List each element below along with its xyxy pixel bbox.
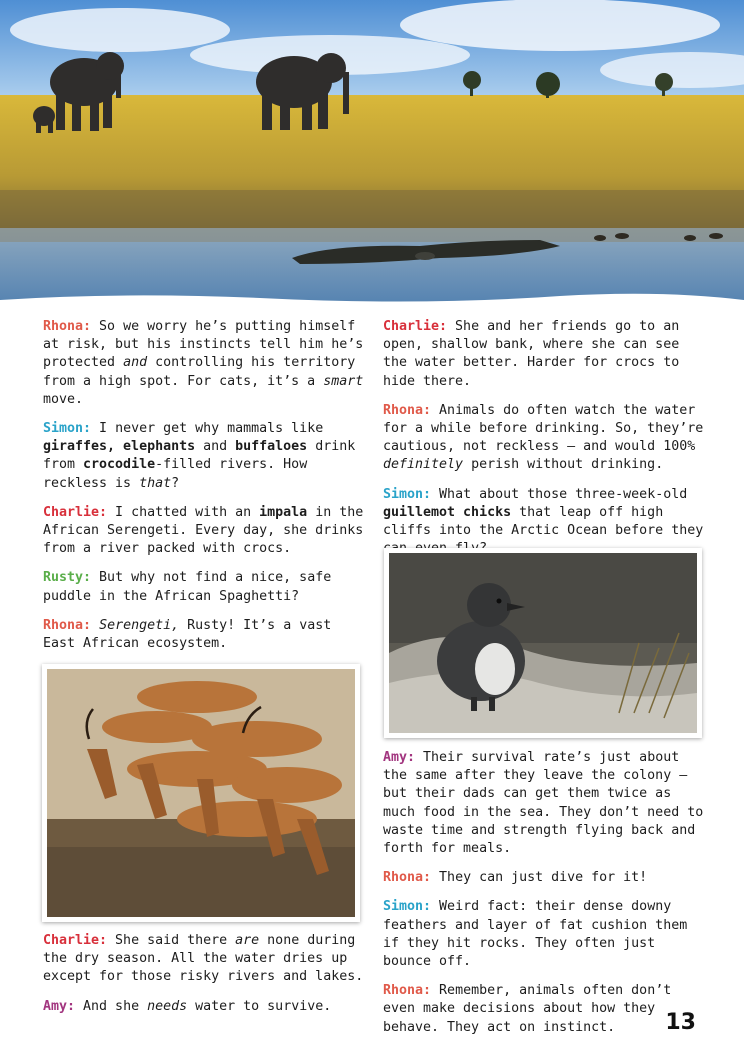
dialogue-text: that leap off high cliffs into the Arctic Ocean before they: [383, 504, 704, 539]
dialogue-text: I never get why mammals like: [91, 421, 324, 437]
dialogue-text: Animals do often watch the water for a while before drinking. So, they’re cautious, not reckless – and would 100%: [383, 402, 704, 455]
dialogue-paragraph: [383, 898, 705, 971]
speaker-name: Simon:: [383, 486, 432, 502]
left-column: [43, 318, 365, 664]
savanna-elephants-crocodile-image: [0, 0, 744, 312]
impalas-drinking-image: [47, 669, 355, 917]
dialogue-paragraph: [43, 420, 365, 493]
dialogue-text: What about those three-week-old: [431, 486, 688, 502]
impala-photo: [42, 664, 360, 922]
dialogue-paragraph: [383, 318, 705, 391]
dialogue-paragraph: [383, 749, 705, 858]
dialogue-paragraph: [383, 869, 705, 887]
guillemot-chick-photo: [384, 548, 702, 738]
keyword: impala: [259, 504, 308, 520]
dialogue-text: I chatted with an: [107, 504, 260, 520]
dialogue-paragraph: [43, 617, 365, 653]
keyword: crocodile: [83, 457, 156, 473]
dialogue-text: And she: [75, 998, 148, 1014]
dialogue-text: and: [195, 439, 236, 455]
dialogue-paragraph: [383, 402, 705, 475]
right-column: [383, 318, 705, 569]
emphasis: and: [123, 355, 148, 371]
dialogue-paragraph: [43, 318, 365, 409]
dialogue-text: Remember, animals often don’t even make decisions about how they behave. They act on instinct.: [383, 983, 672, 1035]
speaker-name: Charlie:: [43, 933, 108, 948]
dialogue-text: Weird fact: their dense downy feathers and layer of fat cushion them if they hit rocks. They often just bounce off.: [383, 899, 688, 970]
emphasis: are: [235, 933, 260, 948]
keyword: guillemot chicks: [383, 504, 512, 520]
speaker-name: Rhona:: [43, 617, 92, 633]
emphasis: that: [139, 475, 172, 491]
dialogue-text: ?: [171, 475, 180, 491]
dialogue-paragraph: [43, 504, 365, 559]
speaker-name: Charlie:: [43, 504, 108, 520]
speaker-name: Rhona:: [383, 870, 432, 886]
dialogue-text: drink from: [43, 439, 356, 473]
dialogue-paragraph: [43, 569, 365, 605]
dialogue-text: water to survive.: [187, 998, 332, 1014]
hero-photo: [0, 0, 744, 312]
right-column-bottom: [383, 749, 705, 1048]
emphasis: needs: [147, 998, 188, 1014]
dialogue-paragraph: [43, 998, 365, 1016]
emphasis: Serengeti,: [99, 617, 180, 633]
guillemot-chick-image: [389, 553, 697, 733]
speaker-name: Simon:: [383, 899, 432, 915]
dialogue-text: She and her friends go to an open, shallow bank, where she can see the water better. Harder for crocs to hide there.: [383, 319, 680, 389]
dialogue-text: none during the dry season. All the water dries up except for those risky rivers and lakes.: [43, 933, 364, 985]
dialogue-text: [91, 618, 99, 633]
dialogue-text: They can just dive for it!: [431, 870, 648, 886]
speaker-name: Rhona:: [383, 983, 432, 999]
dialogue-text: But why not find a nice, safe puddle in the African Spaghetti?: [43, 570, 332, 604]
speaker-name: Rusty:: [43, 570, 92, 586]
dialogue-text: Rusty! It’s a vast East African ecosystem.: [43, 617, 332, 652]
dialogue-text: move.: [43, 391, 84, 407]
dialogue-paragraph: [383, 982, 705, 1037]
speaker-name: Rhona:: [43, 319, 92, 334]
speaker-name: Rhona:: [383, 402, 432, 418]
emphasis: smart: [323, 373, 364, 389]
dialogue-paragraph: [43, 932, 365, 987]
left-column-bottom: [43, 932, 365, 1027]
speaker-name: Amy:: [43, 998, 76, 1014]
keyword: buffaloes: [235, 439, 308, 455]
dialogue-text: in the African Serengeti. Every day, she drinks from a river packed with crocs.: [43, 504, 364, 557]
dialogue-text: controlling his territory from a high spot. For cats, it’s a: [43, 355, 356, 389]
dialogue-text: -filled rivers. How reckless is: [43, 457, 308, 491]
dialogue-text: perish without drinking.: [463, 457, 664, 473]
dialogue-text: Their survival rate’s just about the same after they leave the colony – but their dads can get them twice as much food in the sea. They don’t need to waste time and strength flying back and forth for meals.: [383, 750, 704, 857]
dialogue-text: So we worry he’s putting himself at risk, but his instincts tell him he’s protected: [43, 319, 364, 371]
speaker-name: Amy:: [383, 750, 416, 765]
page-number: 13: [665, 1010, 696, 1035]
speaker-name: Simon:: [43, 421, 92, 437]
emphasis: definitely: [383, 457, 464, 473]
dialogue-text: She said there: [107, 933, 236, 948]
speaker-name: Charlie:: [383, 319, 448, 334]
keyword: giraffes, elephants: [43, 439, 196, 455]
